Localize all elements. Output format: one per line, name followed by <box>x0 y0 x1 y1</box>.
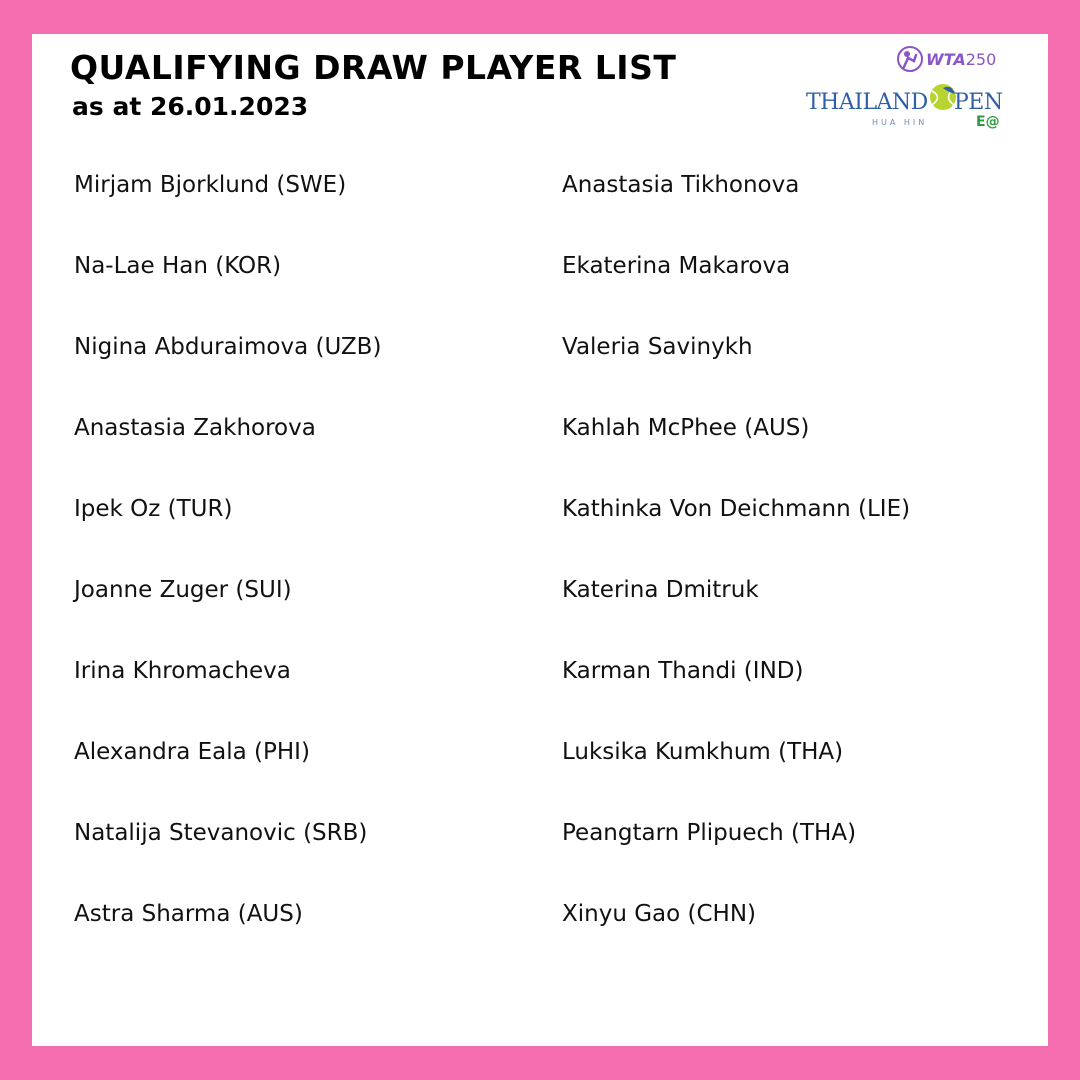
wta-mark-text: WTA <box>926 49 966 69</box>
player-list-left <box>74 170 381 980</box>
wta-player-icon <box>896 45 924 73</box>
player-name: Xinyu Gao (CHN) <box>562 901 757 927</box>
player-name: Peangtarn Plipuech (THA) <box>562 820 857 846</box>
player-name: Ipek Oz (TUR) <box>74 496 233 522</box>
thailand-open-word-left: THAILAND <box>806 90 928 115</box>
content-card <box>32 34 1048 1046</box>
page-subtitle: as at 26.01.2023 <box>72 92 309 121</box>
player-name: Alexandra Eala (PHI) <box>74 739 310 765</box>
wta-number-text: 250 <box>965 49 997 69</box>
player-name: Irina Khromacheva <box>74 658 291 684</box>
player-name: Na-Lae Han (KOR) <box>74 253 282 279</box>
player-name: Joanne Zuger (SUI) <box>74 577 292 603</box>
player-name: Astra Sharma (AUS) <box>74 901 303 927</box>
player-name: Anastasia Zakhorova <box>74 415 316 441</box>
player-name: Mirjam Bjorklund (SWE) <box>74 172 347 198</box>
player-name: Katerina Dmitruk <box>562 577 759 603</box>
player-name: Ekaterina Makarova <box>562 253 791 279</box>
wta-250-logo <box>896 42 1006 76</box>
page-title: QUALIFYING DRAW PLAYER LIST <box>70 48 677 87</box>
player-name: Nigina Abduraimova (UZB) <box>74 334 382 360</box>
player-list-right <box>562 170 910 980</box>
thailand-open-location: HUA HIN <box>872 118 928 127</box>
player-name: Valeria Savinykh <box>562 334 753 360</box>
player-name: Karman Thandi (IND) <box>562 658 804 684</box>
player-name: Luksika Kumkhum (THA) <box>562 739 844 765</box>
player-name: Anastasia Tikhonova <box>562 172 800 198</box>
sponsor-logo: E@ <box>976 114 1000 130</box>
player-name: Kathinka Von Deichmann (LIE) <box>562 496 911 522</box>
thailand-open-word-right: PEN <box>954 90 1003 115</box>
thailand-open-logo <box>804 80 1004 136</box>
player-name: Kahlah McPhee (AUS) <box>562 415 810 441</box>
player-name: Natalija Stevanovic (SRB) <box>74 820 368 846</box>
